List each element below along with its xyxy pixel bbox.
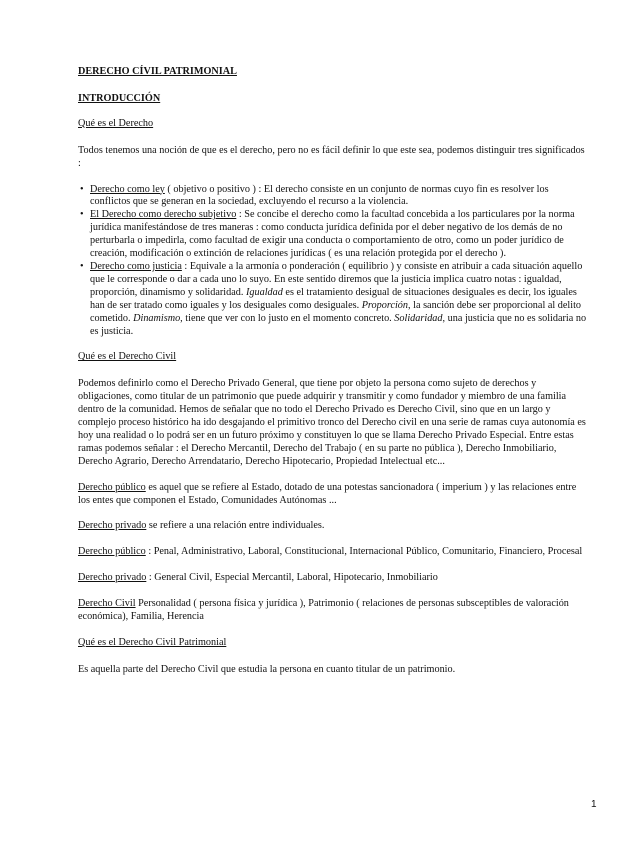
item-text: tiene que ver con lo justo en el momento concreto. (182, 312, 395, 324)
term-derecho-subjetivo: El Derecho como derecho subjetivo (90, 209, 237, 221)
paragraph-derecho-privado-def (78, 520, 588, 533)
spacer (78, 507, 588, 520)
item-text: : Se concibe el derecho como la facultad concebida a los particulares por la norma jurídica manifestándose de tres maneras : como conducta jurídica definida por el deber negativo de los demás de no perturbarla o impedirla, como facultad de exigir una conducta o comportamiento de otro, como un poder jurídico de creación, modificación o extinción de relaciones jurídicas ( es una relación protegida por el derecho ). (90, 209, 575, 260)
meanings-list (78, 184, 588, 339)
list-item (78, 209, 588, 261)
bullet-icon: • (80, 260, 84, 272)
spacer (78, 624, 588, 637)
intro-heading: INTRODUCCIÓN (78, 92, 161, 104)
term-derecho-privado: Derecho privado (78, 520, 147, 532)
section-paragraph-derecho: Todos tenemos una noción de que es el derecho, pero no es fácil definir lo que este sea, podemos distinguir tres significados : (78, 144, 585, 169)
paragraph-text: : General Civil, Especial Mercantil, Laboral, Hipotecario, Inmobiliario (146, 572, 438, 584)
paragraph-text: : Penal, Administrativo, Laboral, Constitucional, Internacional Público, Comunitario, Financiero, Procesal (145, 546, 583, 558)
spacer (78, 559, 588, 572)
spacer (78, 585, 588, 598)
list-item (78, 261, 588, 338)
item-text: , una justicia que no es solidaria no es justicia. (90, 312, 587, 337)
term-dinamismo: Dinamismo, (133, 312, 183, 324)
item-text: , la sanción debe ser proporcional al delito cometido. (90, 299, 582, 324)
document-body (78, 66, 588, 677)
bullet-icon: • (80, 209, 84, 221)
section-heading-derecho-civil-patrimonial: Qué es el Derecho Civil Patrimonial (78, 637, 227, 648)
term-proporcion: Proporción (361, 299, 409, 311)
term-derecho-como-ley: Derecho como ley (90, 183, 165, 195)
section-heading-derecho-civil: Qué es el Derecho Civil (78, 351, 177, 363)
list-item (78, 184, 588, 210)
paragraph-text: se refiere a una relación entre individuales. (146, 520, 325, 532)
term-derecho-publico: Derecho público (78, 546, 146, 558)
item-text: es el tratamiento desigual de situaciones desiguales es decir, los iguales han de ser tratado como iguales y los desiguales como desiguales. (90, 286, 577, 311)
section-paragraph-derecho-civil: Podemos definirlo como el Derecho Privado General, que tiene por objeto la persona como sujeto de derechos y obligaciones, como titular de un patrimonio que puede adquirir y transmitir y como fundador y miembro de una familia dentro de la comunidad. Hemos de señalar que no todo el Derecho Privado es Derecho Civil, sino que en un largo y complejo proceso histórico ha ido desgajando el primitivo tronco del Derecho civil en una serie de ramas cuya autonomía es hoy una realidad o lo podrá ser en un futuro próximo y constituyen lo que se llama Derecho Privado Especial. Entre estas ramas podemos señalar : el Derecho Mercantil, Derecho del Trabajo ( en su parte no pública ), Derecho Inmobiliario, Derecho Agrario, Derecho Arrendatario, Derecho Hipotecario, Propiedad Intelectual etc... (78, 378, 586, 467)
item-text: : Equivale a la armonía o ponderación ( equilibrio ) y consiste en atribuir a cada situación aquello que le corresponde o dar a cada uno lo suyo. En este sentido diremos que la justicia implica cuatro notas : igualdad, proporción, dinamismo y solidaridad. (90, 260, 583, 298)
term-solidaridad: Solidaridad (394, 312, 443, 324)
term-igualdad: Igualdad (246, 286, 283, 298)
term-derecho-como-justicia: Derecho como justicia (90, 260, 182, 272)
document-title: DERECHO CÍVIL PATRIMONIAL (78, 66, 237, 77)
bullet-icon: • (80, 183, 84, 195)
section-paragraph-derecho-civil-patrimonial: Es aquella parte del Derecho Civil que estudia la persona en cuanto titular de un patrimonio. (78, 663, 456, 675)
paragraph-derecho-publico-def (78, 482, 588, 508)
section-heading-derecho: Qué es el Derecho (78, 117, 154, 129)
paragraph-derecho-civil-list (78, 598, 588, 624)
paragraph-text: es aquel que se refiere al Estado, dotado de una potestas sancionadora ( imperium ) y las relaciones entre los entes que componen el Estado, Comunidades Autónomas ... (78, 481, 577, 506)
spacer (78, 533, 588, 546)
paragraph-derecho-publico-list (78, 546, 588, 559)
spacer (78, 469, 588, 482)
paragraph-derecho-privado-list (78, 572, 588, 585)
term-derecho-privado: Derecho privado (78, 572, 147, 584)
page-number: 1 (591, 799, 597, 810)
term-derecho-publico: Derecho público (78, 481, 146, 493)
paragraph-text: Personalidad ( persona física y jurídica ), Patrimonio ( relaciones de personas subsceptibles de valoración económica), Familia, Herencia (78, 598, 569, 623)
item-text: ( objetivo o positivo ) : El derecho consiste en un conjunto de normas cuyo fin es resolver los conflictos que se generan en la sociedad, excluyendo el recurso a la violencia. (90, 183, 549, 208)
term-derecho-civil: Derecho Civil (78, 598, 136, 610)
